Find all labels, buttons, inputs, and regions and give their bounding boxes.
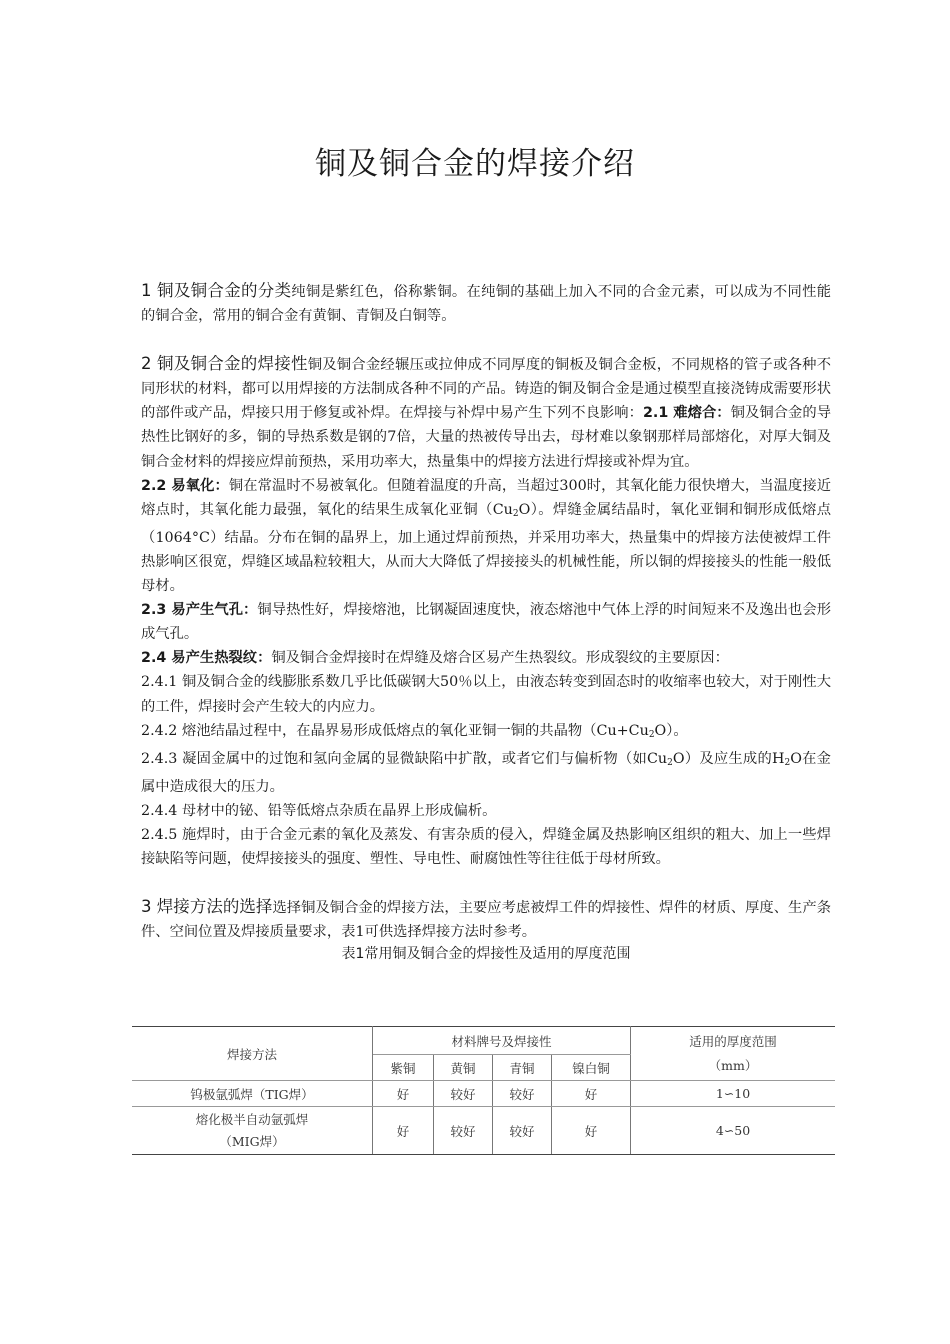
section-1-text: 纯铜是紫红色，俗称紫铜。在纯铜的基础上加入不同的合金元素，可以成为不同性能的铜合金，常用的铜合金有黄铜、青铜及白铜等。: [141, 284, 831, 325]
value-cell: 好: [373, 1081, 434, 1107]
section-2: [141, 352, 831, 473]
item-2-4-1: 2.4.1 铜及铜合金的线膨胀系数几乎比低碳钢大50％以上，由液态转变到固态时的收缩率也较大，对于刚性大的工件，焊接时会产生较大的内应力。: [141, 674, 831, 715]
value-cell: 较好: [493, 1081, 552, 1107]
section-2-text: 铜及铜合金经辗压或拉伸成不同厚度的铜板及铜合金板，不同规格的管子或各种不同形状的材料，都可以用焊接的方法制成各种不同的产品。铸造的铜及铜合金是通过模型直接浇铸成需要形状的部件或产品，焊接只用于修复或补焊。在焊接与补焊中易产生下列不良影响：: [141, 357, 831, 422]
table-row: [132, 1107, 835, 1155]
value-cell: 好: [373, 1107, 434, 1155]
subscript-2: 2: [512, 508, 519, 519]
item-2-4-text: 铜及铜合金焊接时在焊缝及熔合区易产生热裂纹。形成裂纹的主要原因：: [271, 650, 729, 667]
item-2-4-4: 2.4.4 母材中的铋、铅等低熔点杂质在晶界上形成偏析。: [141, 802, 497, 819]
value-cell: 好: [552, 1107, 631, 1155]
table-caption: 表1常用铜及铜合金的焊接性及适用的厚度范围: [341, 946, 631, 963]
header-material-grade: 材料牌号及焊接性: [373, 1027, 631, 1055]
item-2-3-label: 2.3 易产生气孔：: [141, 602, 258, 619]
item-2-4-3-text-c: O在金属中造成很大的压力。: [141, 750, 831, 795]
method-line1: 熔化极半自动氩弧焊: [195, 1111, 309, 1127]
section-1-heading: 1 铜及铜合金的分类: [141, 281, 292, 300]
section-3-text: 选择铜及铜合金的焊接方法，主要应考虑被焊工件的焊接性、焊件的材质、厚度、生产条件、空间位置及焊接质量要求，表1可供选择焊接方法时参考。: [141, 900, 831, 941]
item-2-3: [141, 598, 831, 646]
item-2-4: [141, 646, 831, 670]
section-3: [141, 895, 831, 944]
spacer: [141, 328, 831, 352]
value-cell: 较好: [493, 1107, 552, 1155]
method-cell: [132, 1107, 373, 1155]
header-copper-red: 紫铜: [373, 1055, 434, 1081]
header-welding-method: 焊接方法: [132, 1027, 373, 1081]
section-1: [141, 279, 831, 328]
range-cell: 4∽50: [631, 1107, 836, 1155]
header-thickness-range-line1: 适用的厚度范围: [689, 1033, 777, 1049]
value-cell: 较好: [434, 1081, 493, 1107]
section-3-heading: 3 焊接方法的选择: [141, 897, 273, 917]
subscript-2: 2: [667, 757, 673, 768]
item-2-4-label: 2.4 易产生热裂纹：: [141, 650, 272, 667]
item-2-1-label: 2.1 难熔合：: [642, 405, 731, 422]
subscript-2: 2: [648, 729, 655, 740]
value-cell: 较好: [434, 1107, 493, 1155]
item-2-4-3: [141, 747, 831, 799]
subscript-2: 2: [784, 757, 791, 768]
item-2-4-2-text-b: O）。: [654, 722, 688, 739]
method-cell: 钨极氩弧焊（TIG焊）: [132, 1081, 373, 1107]
method-line2: （MIG焊）: [219, 1133, 285, 1149]
item-2-2-label: 2.2 易氧化：: [141, 477, 229, 494]
header-thickness-range: [631, 1027, 836, 1081]
range-cell: 1∽10: [631, 1081, 836, 1107]
document-body: [141, 279, 831, 964]
header-brass: 黄铜: [434, 1055, 493, 1081]
item-2-2: [141, 474, 831, 598]
item-2-2-text-a: 铜在常温时不易被氧化。但随着温度的升高，当超过300时，其氧化能力很快增大，当温度接近熔点时，其氧化能力最强，氧化的结果生成氧化亚铜（Cu: [141, 477, 831, 518]
item-2-4-2-text-a: 2.4.2 熔池结晶过程中，在晶界易形成低熔点的氧化亚铜一铜的共晶物（Cu+Cu: [141, 722, 649, 739]
welding-methods-table: [132, 1026, 835, 1155]
table-row: [132, 1081, 835, 1107]
item-2-4-5: 2.4.5 施焊时，由于合金元素的氧化及蒸发、有害杂质的侵入，焊缝金属及热影响区组织的粗大、加上一些焊接缺陷等问题，使焊接接头的强度、塑性、导电性、耐腐蚀性等往往低于母材所致。: [141, 826, 831, 868]
header-thickness-range-line2: （mm）: [708, 1057, 758, 1073]
item-2-4-2: [141, 719, 831, 747]
value-cell: 好: [552, 1081, 631, 1107]
item-2-2-text-b: O）。焊缝金属结晶时，氧化亚铜和铜形成低熔点（1064°C）结晶。分布在铜的晶界上，加上通过焊前预热，并采用功率大，热量集中的焊接方法使被焊工件热影响区很宽，焊缝区域晶粒较粗大，从而大大降低了焊接接头的机械性能，所以铜的焊接接头的性能一般低母材。: [141, 501, 831, 595]
spacer: [141, 871, 831, 895]
item-2-3-text: 铜导热性好，焊接熔池，比钢凝固速度快，液态熔池中气体上浮的时间短来不及逸出也会形成气孔。: [141, 602, 831, 643]
section-2-heading: 2 铜及铜合金的焊接性: [141, 354, 308, 374]
item-2-1-text: 铜及铜合金的导热性比钢好的多，铜的导热系数是钢的7倍，大量的热被传导出去，母材难以象钢那样局部熔化，对厚大铜及铜合金材料的焊接应焊前预热，采用功率大，热量集中的焊接方法进行焊接或补焊为宜。: [141, 405, 831, 470]
header-nickel-silver: 镍白铜: [552, 1055, 631, 1081]
document-title: 铜及铜合金的焊接介绍: [315, 146, 635, 182]
item-2-4-3-text-b: O）及应生成的H: [672, 750, 785, 767]
header-bronze: 青铜: [493, 1055, 552, 1081]
item-2-4-3-text-a: 2.4.3 凝固金属中的过饱和氢向金属的显微缺陷中扩散，或者它们与偏析物（如Cu: [141, 750, 668, 767]
